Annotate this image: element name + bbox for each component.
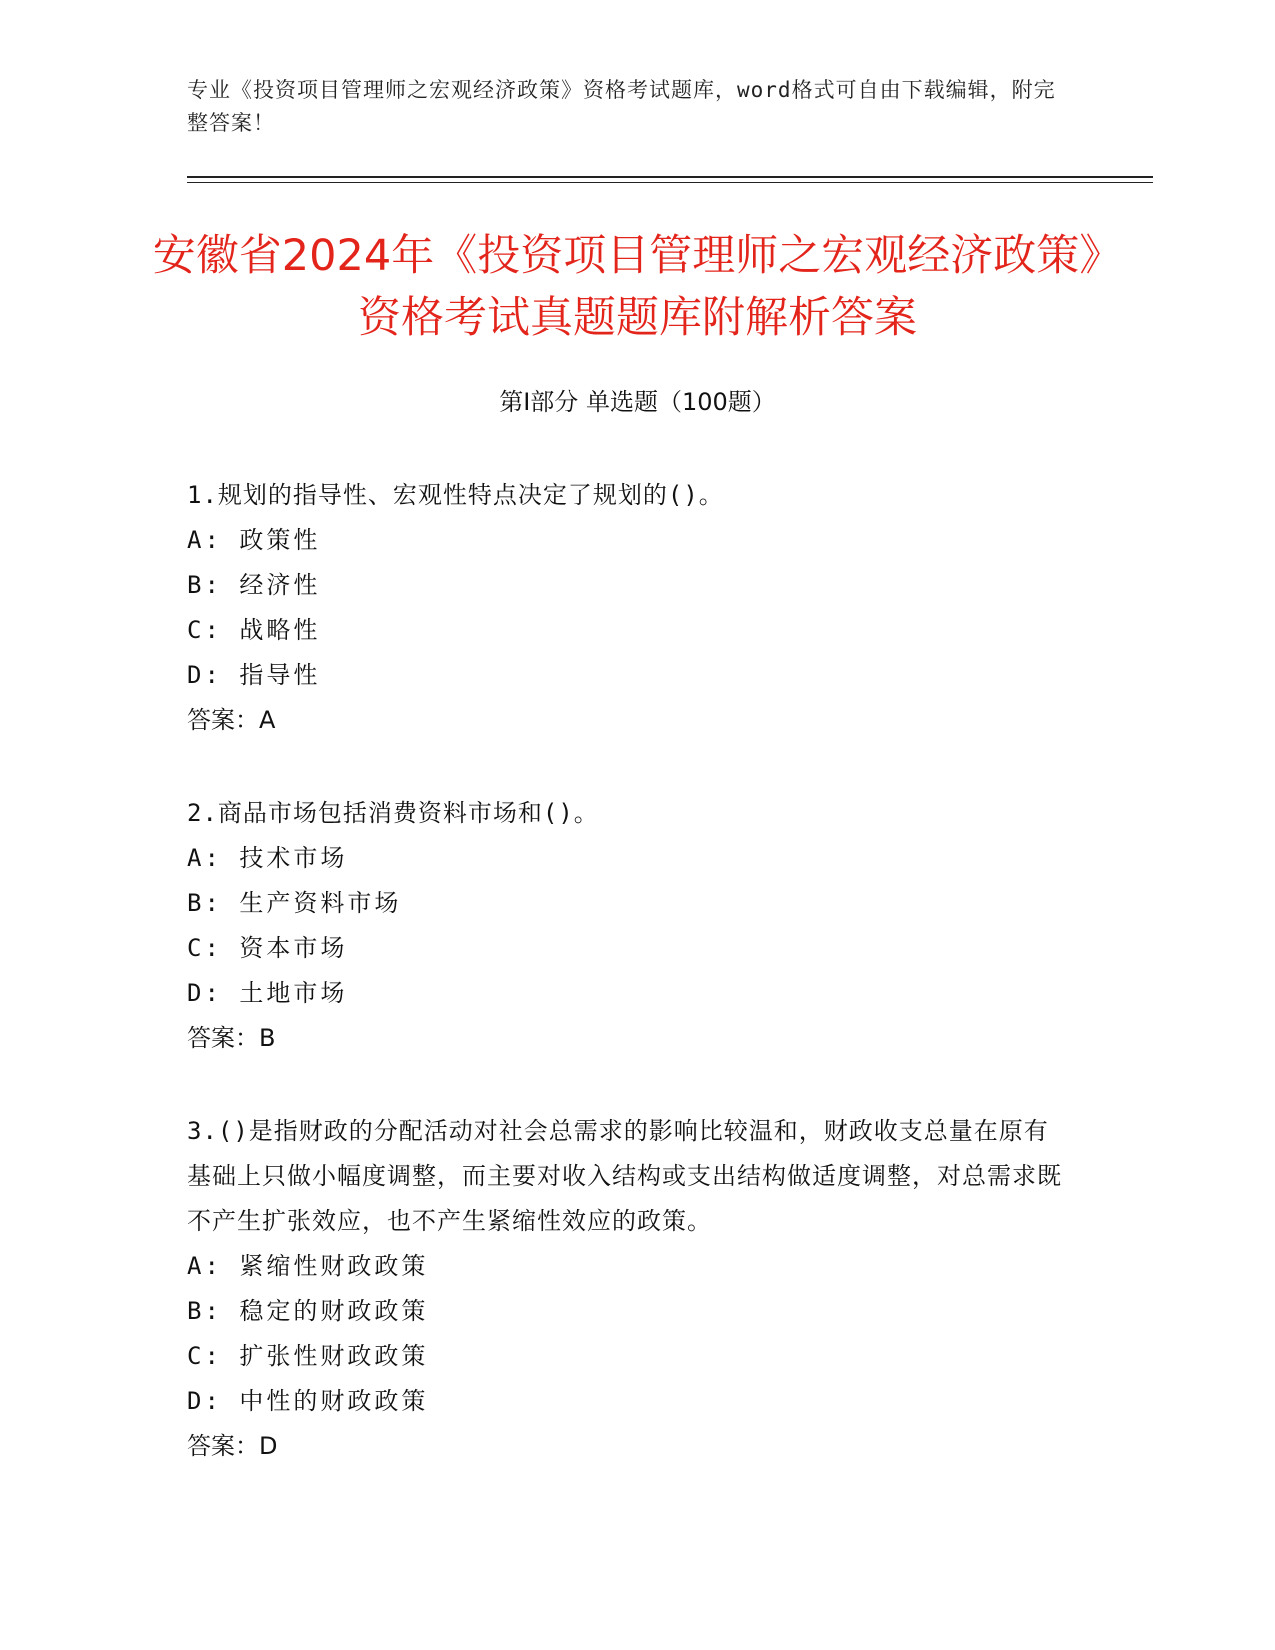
header-note: 专业《投资项目管理师之宏观经济政策》资格考试题库，word格式可自由下载编辑，附完整答案！ xyxy=(187,78,1056,135)
option-a: A: 政策性 xyxy=(187,526,321,554)
question-3 xyxy=(187,1109,1067,1469)
option-d: D: 土地市场 xyxy=(187,979,348,1007)
document-title: 安徽省2024年《投资项目管理师之宏观经济政策》资格考试真题题库附解析答案 xyxy=(152,231,1123,343)
option-c: C: 资本市场 xyxy=(187,934,348,962)
answer: 答案：B xyxy=(187,1024,276,1052)
option-b: B: 生产资料市场 xyxy=(187,889,402,917)
option-c: C: 扩张性财政政策 xyxy=(187,1342,429,1370)
question-stem: 1.规划的指导性、宏观性特点决定了规划的()。 xyxy=(187,481,724,509)
question-1 xyxy=(187,473,1067,743)
option-b: B: 经济性 xyxy=(187,571,321,599)
question-stem: 2.商品市场包括消费资料市场和()。 xyxy=(187,799,599,827)
header-divider-thin xyxy=(187,182,1153,183)
section-heading: 第Ⅰ部分 单选题（100题） xyxy=(499,388,776,416)
header-divider xyxy=(187,176,1153,178)
question-stem: 3.()是指财政的分配活动对社会总需求的影响比较温和，财政收支总量在原有基础上只做小幅度调整，而主要对收入结构或支出结构做适度调整，对总需求既不产生扩张效应，也不产生紧缩性效应的政策。 xyxy=(187,1117,1062,1235)
option-c: C: 战略性 xyxy=(187,616,321,644)
option-d: D: 指导性 xyxy=(187,661,321,689)
option-a: A: 紧缩性财政政策 xyxy=(187,1252,429,1280)
option-b: B: 稳定的财政政策 xyxy=(187,1297,429,1325)
question-2 xyxy=(187,791,1067,1061)
answer: 答案：A xyxy=(187,706,276,734)
option-d: D: 中性的财政政策 xyxy=(187,1387,429,1415)
answer: 答案：D xyxy=(187,1432,278,1460)
option-a: A: 技术市场 xyxy=(187,844,348,872)
